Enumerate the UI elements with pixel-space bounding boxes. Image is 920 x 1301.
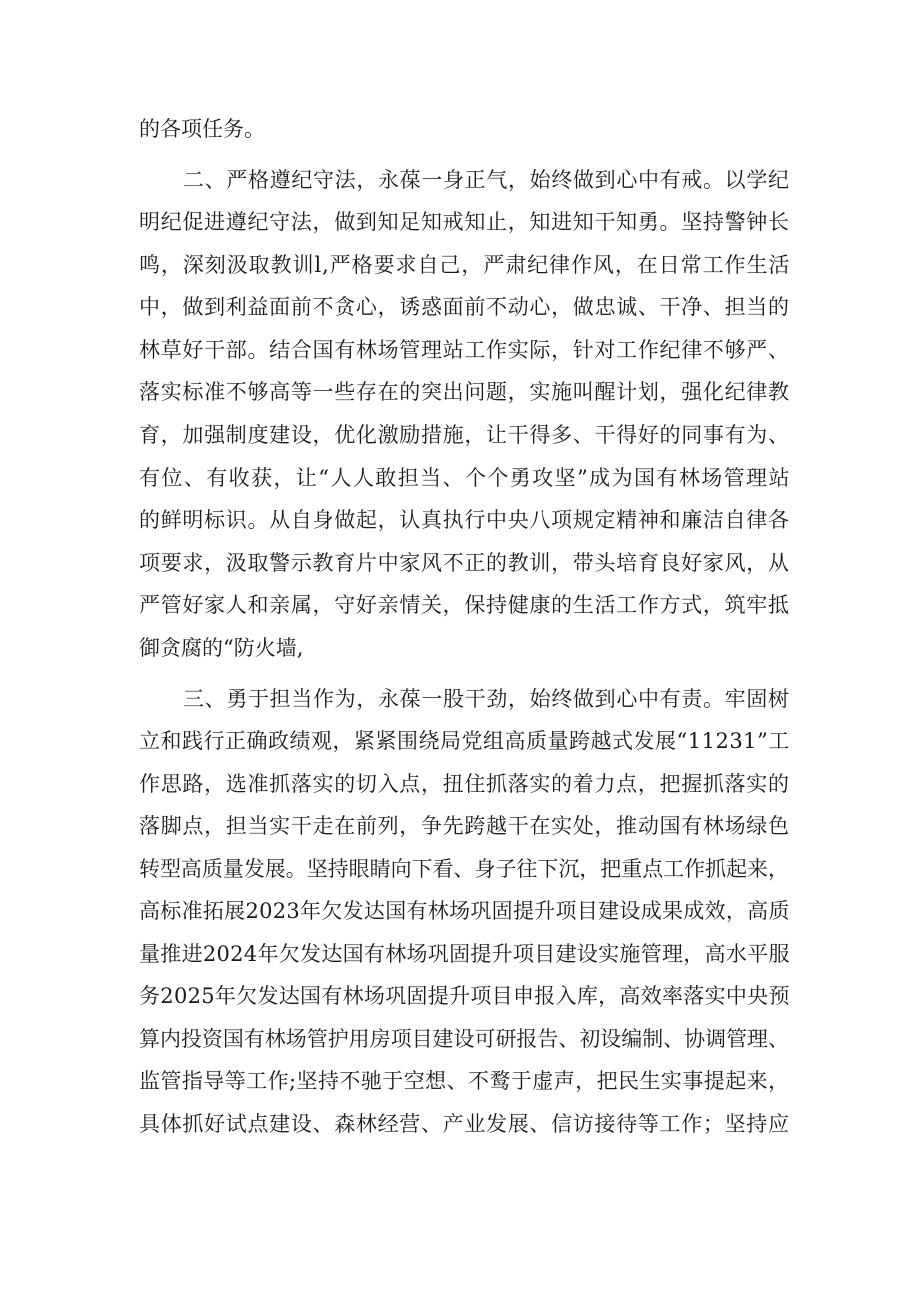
- text-line: 务2025年欠发达国有林场巩固提升项目申报入库，高效率落实中央预: [139, 984, 790, 1008]
- text-line: 监管指导等工作;坚持不驰于空想、不鹜于虚声，把民生实事提起来，: [139, 1069, 790, 1093]
- paragraph-heading-3: 三、勇于担当作为，永葆一股干劲，始终做到心中有责。牢固树: [183, 687, 790, 711]
- text-line: 的各项任务。: [139, 117, 265, 141]
- text-line: 高标准拓展2023年欠发达国有林场巩固提升项目建设成果成效，高质: [139, 899, 790, 923]
- text-line: 明纪促进遵纪守法，做到知足知戒知止，知进知干知勇。坚持警钟长: [139, 210, 790, 234]
- text-line: 林草好干部。结合国有林场管理站工作实际，针对工作纪律不够严、: [139, 338, 790, 362]
- text-line: 严管好家人和亲属，守好亲情关，保持健康的生活工作方式，筑牢抵: [139, 593, 790, 617]
- text-line: 的鲜明标识。从自身做起，认真执行中央八项规定精神和廉洁自律各: [139, 508, 790, 532]
- text-line: 鸣，深刻汲取教训l,严格要求自己，严肃纪律作风，在日常工作生活: [139, 253, 791, 277]
- text-line: 立和践行正确政绩观，紧紧围绕局党组高质量跨越式发展“11231”工: [139, 729, 790, 753]
- text-line: 中，做到利益面前不贪心，诱惑面前不动心，做忠诚、干净、担当的: [139, 295, 790, 319]
- text-line: 项要求，汲取警示教育片中家风不正的教训，带头培育良好家风，从: [139, 551, 790, 575]
- text-line: 转型高质量发展。坚持眼睛向下看、身子往下沉，把重点工作抓起来，: [139, 857, 789, 881]
- paragraph-heading-2: 二、严格遵纪守法，永葆一身正气，始终做到心中有戒。以学纪: [183, 168, 790, 192]
- text-line: 作思路，选准抓落实的切入点，扭住抓落实的着力点，把握抓落实的: [139, 772, 790, 796]
- text-line: 落脚点，担当实干走在前列，争先跨越干在实处，推动国有林场绿色: [139, 814, 790, 838]
- text-line: 具体抓好试点建设、森林经营、产业发展、信访接待等工作；坚持应: [139, 1112, 790, 1136]
- text-line: 有位、有收获，让“人人敢担当、个个勇攻坚”成为国有林场管理站: [139, 466, 791, 490]
- text-line: 量推进2024年欠发达国有林场巩固提升项目建设实施管理，高水平服: [139, 942, 790, 966]
- text-line: 落实标准不够高等一些存在的突出问题，实施叫醒计划，强化纪律教: [139, 380, 790, 404]
- text-line: 算内投资国有林场管护用房项目建设可研报告、初设编制、协调管理、: [139, 1027, 789, 1051]
- text-line-last: 御贪腐的“防火墙,: [139, 636, 304, 660]
- text-line: 育，加强制度建设，优化激励措施，让干得多、干得好的同事有为、: [139, 423, 790, 447]
